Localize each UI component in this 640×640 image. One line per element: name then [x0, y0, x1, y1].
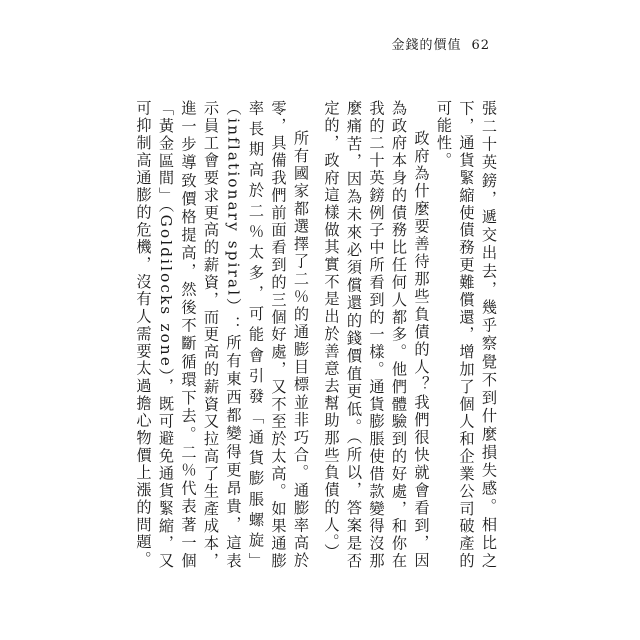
body-text	[134, 100, 500, 570]
page-number: 62	[471, 38, 490, 53]
paragraph-1: 張二十英鎊，遞交出去，幾乎察覺不到什麼損失感。相比之下，通貨緊縮使債務更難償還，增加了個人和企業公司破產的可能性。	[435, 100, 498, 570]
paragraph-3: 所有國家都選擇了二％的通膨目標並非巧合。通膨率高於零，具備我們前面看到的三個好處，又不至於太高。如果通膨率長期高於二％太多，可能會引發「通貨膨脹螺旋」（inflationary spiral）：所有東西都變得更昂貴，這表示員工會要求更高的薪資，而更高的薪資又拉高了生產成本，進一步導致價格提高，然後不斷循環下去。二％代表著一個「黃金區間」（Goldilocks zone），既可避免通貨緊縮，又可抑制高通膨的危機，沒有人需要太過擔心物價上漲的問題。	[134, 100, 310, 570]
running-head	[391, 34, 490, 53]
book-title: 金錢的價值	[391, 38, 462, 53]
paragraph-2: 政府為什麼要善待那些負債的人？我們很快就會看到，因為政府本身的債務比任何人都多。他們體驗到的好處，和你在我的二十英鎊例子中所看到的一樣。通貨膨脹使借款變得沒那麼痛苦，因為未來必須償還的錢價值更低。（所以，答案是否定的，政府這樣做其實不是出於善意去幫助那些負債的人。）	[322, 100, 431, 570]
